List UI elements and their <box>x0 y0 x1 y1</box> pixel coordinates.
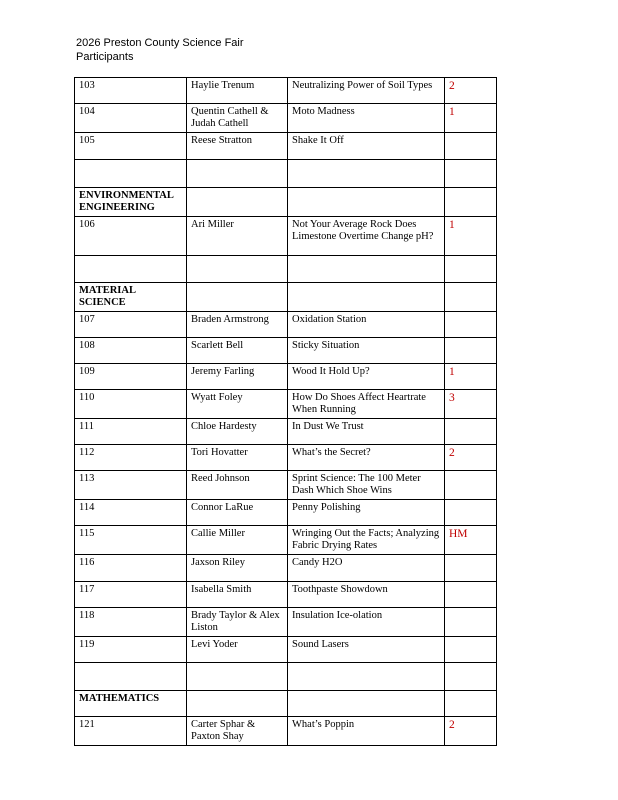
entry-id-cell: 115 <box>75 526 187 555</box>
empty-cell <box>288 283 445 312</box>
entry-id-cell: 121 <box>75 717 187 746</box>
blank-row <box>75 160 497 188</box>
project-title-cell: Insulation Ice-olation <box>288 608 445 637</box>
entry-id-cell: 110 <box>75 390 187 419</box>
placement-cell <box>445 312 497 338</box>
entry-id-cell: 114 <box>75 500 187 526</box>
category-row <box>75 283 497 312</box>
empty-cell <box>445 188 497 217</box>
category-row <box>75 188 497 217</box>
participants-table <box>74 77 497 746</box>
entry-id-cell: 105 <box>75 133 187 160</box>
project-title-cell: Oxidation Station <box>288 312 445 338</box>
empty-cell <box>187 160 288 188</box>
placement-cell: 2 <box>445 445 497 471</box>
project-title-cell: In Dust We Trust <box>288 419 445 445</box>
placement-cell: 2 <box>445 78 497 104</box>
placement-cell <box>445 338 497 364</box>
participant-name-cell: Isabella Smith <box>187 582 288 608</box>
empty-cell <box>445 283 497 312</box>
empty-cell <box>187 256 288 283</box>
table-row <box>75 637 497 663</box>
participant-name-cell: Ari Miller <box>187 217 288 256</box>
empty-cell <box>75 256 187 283</box>
project-title-cell: Penny Polishing <box>288 500 445 526</box>
empty-cell <box>187 663 288 691</box>
empty-cell <box>75 663 187 691</box>
empty-cell <box>288 160 445 188</box>
page-title: 2026 Preston County Science Fair <box>76 37 244 49</box>
project-title-cell: Shake It Off <box>288 133 445 160</box>
category-heading: MATERIAL SCIENCE <box>75 283 187 312</box>
empty-cell <box>445 256 497 283</box>
table-row <box>75 390 497 419</box>
table-row <box>75 471 497 500</box>
entry-id-cell: 103 <box>75 78 187 104</box>
placement-cell: 1 <box>445 217 497 256</box>
table-row <box>75 555 497 582</box>
project-title-cell: Candy H2O <box>288 555 445 582</box>
project-title-cell: Sound Lasers <box>288 637 445 663</box>
participant-name-cell: Carter Sphar & Paxton Shay <box>187 717 288 746</box>
blank-row <box>75 663 497 691</box>
participant-name-cell: Reed Johnson <box>187 471 288 500</box>
project-title-cell: Neutralizing Power of Soil Types <box>288 78 445 104</box>
participant-name-cell: Brady Taylor & Alex Liston <box>187 608 288 637</box>
table-row <box>75 364 497 390</box>
placement-cell: 1 <box>445 104 497 133</box>
table-row <box>75 312 497 338</box>
entry-id-cell: 106 <box>75 217 187 256</box>
placement-cell <box>445 555 497 582</box>
placement-cell <box>445 582 497 608</box>
table-row <box>75 133 497 160</box>
table-row <box>75 582 497 608</box>
table-row <box>75 104 497 133</box>
entry-id-cell: 109 <box>75 364 187 390</box>
participant-name-cell: Scarlett Bell <box>187 338 288 364</box>
table-row <box>75 419 497 445</box>
category-heading: MATHEMATICS <box>75 691 187 717</box>
project-title-cell: How Do Shoes Affect Heartrate When Running <box>288 390 445 419</box>
placement-cell: 2 <box>445 717 497 746</box>
table-row <box>75 217 497 256</box>
placement-cell <box>445 500 497 526</box>
participant-name-cell: Jaxson Riley <box>187 555 288 582</box>
table-row <box>75 78 497 104</box>
entry-id-cell: 108 <box>75 338 187 364</box>
participant-name-cell: Levi Yoder <box>187 637 288 663</box>
empty-cell <box>187 188 288 217</box>
empty-cell <box>288 691 445 717</box>
project-title-cell: What’s Poppin <box>288 717 445 746</box>
participant-name-cell: Jeremy Farling <box>187 364 288 390</box>
participant-name-cell: Callie Miller <box>187 526 288 555</box>
entry-id-cell: 112 <box>75 445 187 471</box>
participant-name-cell: Chloe Hardesty <box>187 419 288 445</box>
category-heading: ENVIRONMENTAL ENGINEERING <box>75 188 187 217</box>
project-title-cell: What’s the Secret? <box>288 445 445 471</box>
project-title-cell: Wood It Hold Up? <box>288 364 445 390</box>
project-title-cell: Moto Madness <box>288 104 445 133</box>
participant-name-cell: Connor LaRue <box>187 500 288 526</box>
table-row <box>75 608 497 637</box>
participants-table-body <box>75 78 497 746</box>
placement-cell <box>445 471 497 500</box>
table-row <box>75 717 497 746</box>
project-title-cell: Sticky Situation <box>288 338 445 364</box>
entry-id-cell: 113 <box>75 471 187 500</box>
empty-cell <box>288 256 445 283</box>
category-row <box>75 691 497 717</box>
empty-cell <box>445 160 497 188</box>
project-title-cell: Toothpaste Showdown <box>288 582 445 608</box>
empty-cell <box>187 283 288 312</box>
entry-id-cell: 104 <box>75 104 187 133</box>
entry-id-cell: 119 <box>75 637 187 663</box>
placement-cell: HM <box>445 526 497 555</box>
table-row <box>75 500 497 526</box>
placement-cell <box>445 419 497 445</box>
project-title-cell: Sprint Science: The 100 Meter Dash Which Shoe Wins <box>288 471 445 500</box>
participant-name-cell: Braden Armstrong <box>187 312 288 338</box>
empty-cell <box>187 691 288 717</box>
entry-id-cell: 116 <box>75 555 187 582</box>
entry-id-cell: 117 <box>75 582 187 608</box>
entry-id-cell: 111 <box>75 419 187 445</box>
participant-name-cell: Quentin Cathell & Judah Cathell <box>187 104 288 133</box>
placement-cell: 3 <box>445 390 497 419</box>
blank-row <box>75 256 497 283</box>
placement-cell <box>445 133 497 160</box>
empty-cell <box>445 663 497 691</box>
placement-cell <box>445 608 497 637</box>
table-row <box>75 338 497 364</box>
participant-name-cell: Reese Stratton <box>187 133 288 160</box>
placement-cell <box>445 637 497 663</box>
participant-name-cell: Haylie Trenum <box>187 78 288 104</box>
empty-cell <box>288 188 445 217</box>
entry-id-cell: 107 <box>75 312 187 338</box>
page-subtitle: Participants <box>76 51 134 63</box>
participant-name-cell: Wyatt Foley <box>187 390 288 419</box>
empty-cell <box>445 691 497 717</box>
project-title-cell: Not Your Average Rock Does Limestone Overtime Change pH? <box>288 217 445 256</box>
page-header <box>76 36 244 64</box>
participant-name-cell: Tori Hovatter <box>187 445 288 471</box>
project-title-cell: Wringing Out the Facts; Analyzing Fabric Drying Rates <box>288 526 445 555</box>
placement-cell: 1 <box>445 364 497 390</box>
entry-id-cell: 118 <box>75 608 187 637</box>
empty-cell <box>288 663 445 691</box>
table-row <box>75 526 497 555</box>
empty-cell <box>75 160 187 188</box>
table-row <box>75 445 497 471</box>
